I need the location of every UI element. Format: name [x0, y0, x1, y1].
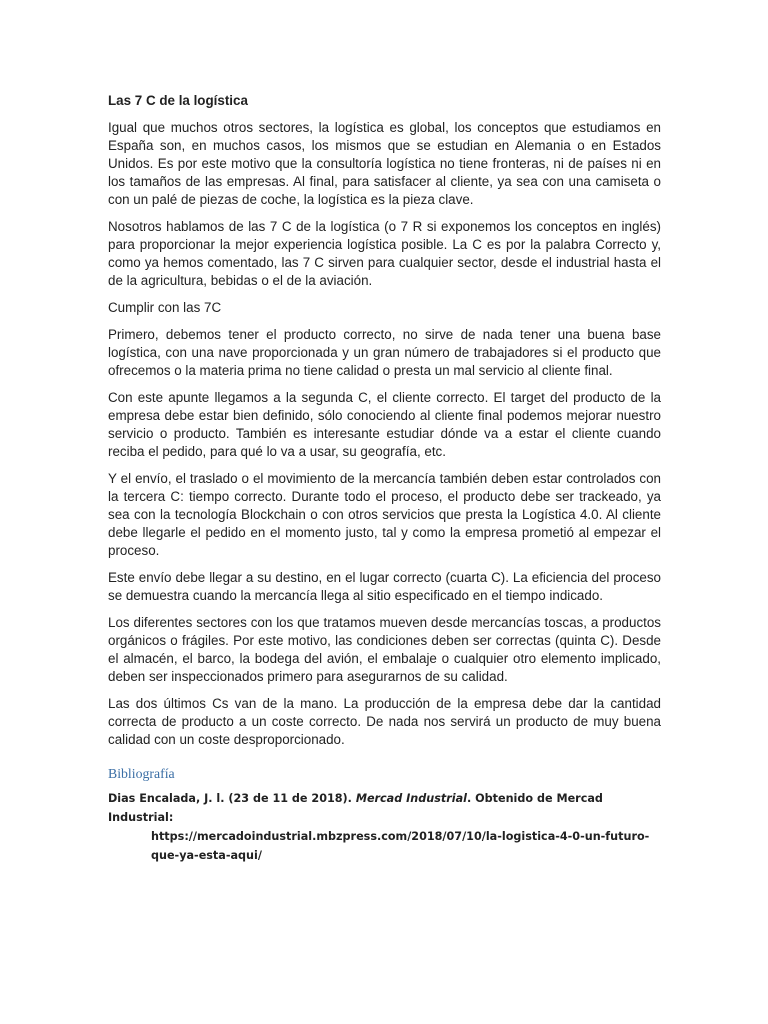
paragraph-cliente: Con este apunte llegamos a la segunda C, el cliente correcto. El target del producto de la empresa debe estar bien definido, sólo conociendo al cliente final podemos mejorar nuestro servicio o producto. También es interesante estudiar dónde va a estar el cliente cuando reciba el pedido, para qué lo va a usar, su geografía, etc.: [108, 390, 661, 459]
document-body: [108, 92, 661, 865]
bibliography-obtained: . Obtenido de Mercad Industrial:: [108, 792, 603, 824]
paragraph-lugar: Este envío debe llegar a su destino, en el lugar correcto (cuarta C). La eficiencia del proceso se demuestra cuando la mercancía llega al sitio especificado en el tiempo indicado.: [108, 570, 661, 603]
bibliography-citation: [108, 789, 661, 827]
subheading-cumplir: Cumplir con las 7C: [108, 300, 222, 315]
paragraph-7c: Nosotros hablamos de las 7 C de la logística (o 7 R si exponemos los conceptos en inglés) para proporcionar la mejor experiencia logística posible. La C es por la palabra Correcto y, como ya hemos comentado, las 7 C sirven para cualquier sector, desde el industrial hasta el de la agricultura, bebidas o el de la aviación.: [108, 219, 661, 288]
paragraph-tiempo: Y el envío, el traslado o el movimiento de la mercancía también deben estar controlados con la tercera C: tiempo correcto. Durante todo el proceso, el producto debe ser trackeado, ya sea con la tecnología Blockchain o con otros servicios que presta la Logística 4.0. Al cliente debe llegarle el pedido en el momento justo, tal y como la empresa prometió al empezar el proceso.: [108, 471, 661, 558]
bibliography-author-date: Dias Encalada, J. l. (23 de 11 de 2018).: [108, 792, 356, 805]
bibliography-heading: Bibliografía: [108, 766, 175, 781]
paragraph-intro: Igual que muchos otros sectores, la logística es global, los conceptos que estudiamos en España son, en muchos casos, los mismos que se estudian en Alemania o en Estados Unidos. Es por este motivo que la consultoría logística no tiene fronteras, ni de países ni en los tamaños de las empresas. Al final, para satisfacer al cliente, ya sea con una camiseta o con un palé de piezas de coche, la logística es la pieza clave.: [108, 120, 661, 207]
document-title: Las 7 C de la logística: [108, 93, 248, 108]
paragraph-cantidad-coste: Las dos últimos Cs van de la mano. La producción de la empresa debe dar la cantidad correcta de producto a un coste correcto. De nada nos servirá un producto de muy buena calidad con un coste desproporcionado.: [108, 696, 661, 747]
bibliography-source-title: Mercad Industrial: [355, 792, 467, 805]
bibliography-url[interactable]: https://mercadoindustrial.mbzpress.com/2018/07/10/la-logistica-4-0-un-futuro-que-ya-esta-aqui/: [151, 830, 650, 862]
paragraph-condiciones: Los diferentes sectores con los que tratamos mueven desde mercancías toscas, a productos orgánicos o frágiles. Por este motivo, las condiciones deben ser correctas (quinta C). Desde el almacén, el barco, la bodega del avión, el embalaje o cualquier otro elemento implicado, deben ser inspeccionados primero para asegurarnos de su calidad.: [108, 615, 661, 684]
bibliography-entry: [108, 789, 661, 865]
paragraph-producto: Primero, debemos tener el producto correcto, no sirve de nada tener una buena base logística, con una nave proporcionada y un gran número de trabajadores si el producto que ofrecemos o la materia prima no tiene calidad o presta un mal servicio al cliente final.: [108, 327, 661, 378]
